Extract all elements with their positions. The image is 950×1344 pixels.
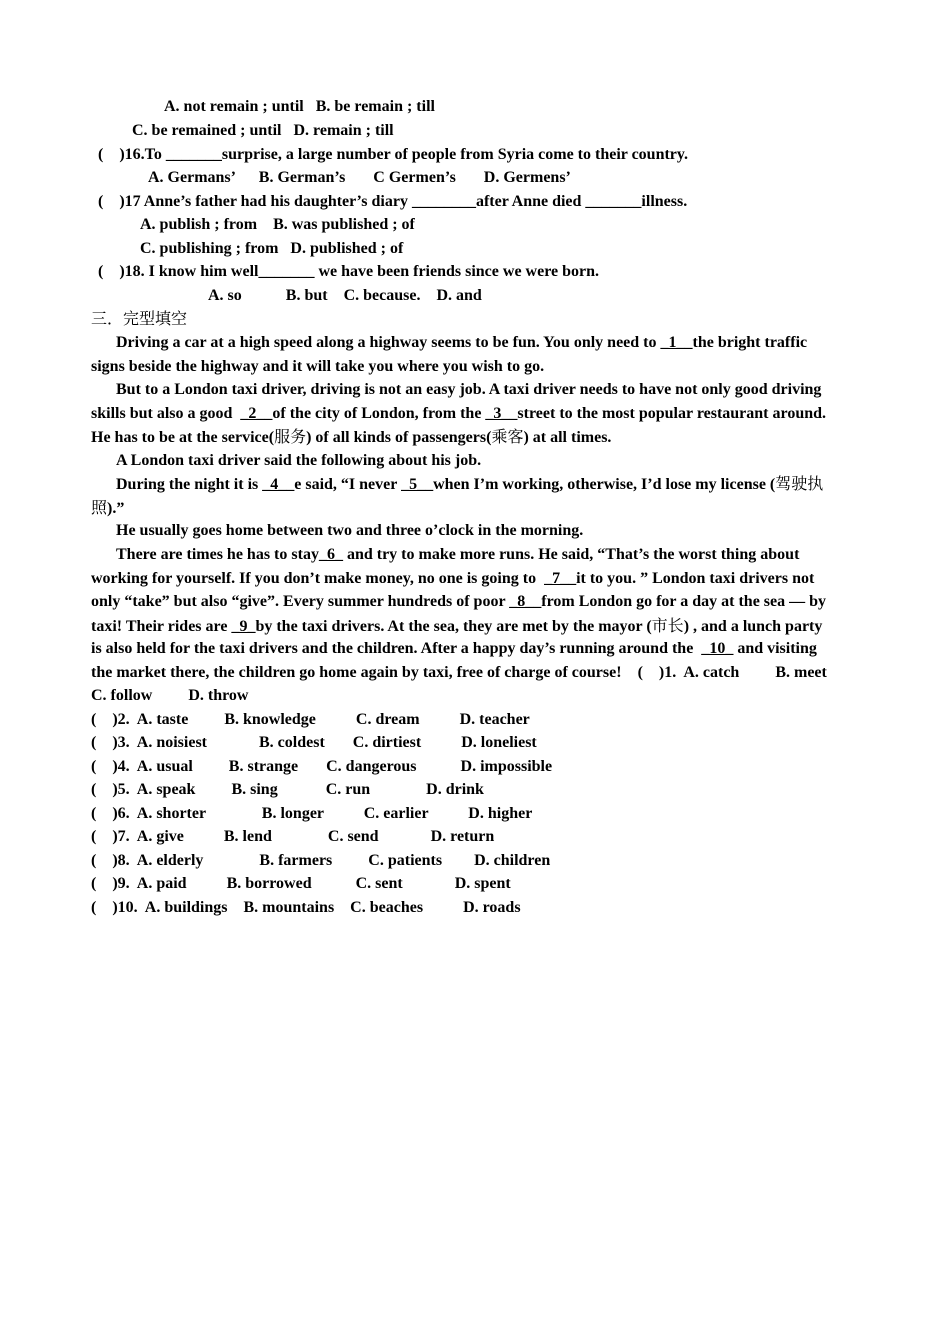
passage-line: working for yourself. If you don’t make money, no one is going to _7__it to you. ” London taxi drivers not	[91, 570, 815, 587]
passage-line: A London taxi driver said the following about his job.	[116, 452, 482, 469]
q16-stem: ( )16.To _______surprise, a large number of people from Syria come to their country.	[98, 146, 689, 163]
cloze-option-7: ( )7. A. give B. lend C. send D. return	[91, 828, 495, 845]
section-title: 三．完型填空	[91, 309, 188, 328]
blank-2: _2__	[240, 405, 273, 422]
passage-line: He has to be at the service(服务) of all kinds of passengers(乘客) at all times.	[91, 427, 612, 446]
cloze-option-6: ( )6. A. shorter B. longer C. earlier D. higher	[91, 805, 533, 822]
passage-line: signs beside the highway and it will take you where you wish to go.	[91, 358, 545, 375]
q17-options-a: A. publish ; from B. was published ; of	[140, 216, 415, 233]
cloze-option-5: ( )5. A. speak B. sing C. run D. drink	[91, 781, 484, 798]
cloze-option-9: ( )9. A. paid B. borrowed C. sent D. spent	[91, 875, 511, 892]
passage-line: the market there, the children go home again by taxi, free of charge of course! ( )1. A. catch B. meet	[91, 664, 827, 681]
passage-line: is also held for the taxi drivers and the children. After a happy day’s running around the _10_ and visiting	[91, 640, 817, 657]
passage-line: C. follow D. throw	[91, 687, 249, 704]
cloze-option-2: ( )2. A. taste B. knowledge C. dream D. teacher	[91, 711, 530, 728]
passage-line: During the night it is _4__e said, “I never _5__when I’m working, otherwise, I’d lose my license (驾驶执	[116, 474, 824, 493]
q15-options-a: A. not remain ; until B. be remain ; till	[164, 98, 435, 115]
blank-8: _8__	[509, 593, 542, 610]
blank-5: _5__	[401, 476, 434, 493]
cloze-option-3: ( )3. A. noisiest B. coldest C. dirtiest D. loneliest	[91, 734, 537, 751]
passage-line: 照).”	[91, 498, 125, 517]
q15-options-b: C. be remained ; until D. remain ; till	[132, 122, 394, 139]
cloze-option-10: ( )10. A. buildings B. mountains C. beaches D. roads	[91, 899, 521, 916]
q18-stem: ( )18. I know him well_______ we have been friends since we were born.	[98, 263, 600, 280]
passage-line: There are times he has to stay_6_ and try to make more runs. He said, “That’s the worst thing about	[116, 546, 800, 563]
passage-line: But to a London taxi driver, driving is not an easy job. A taxi driver needs to have not only good driving	[116, 381, 822, 398]
passage-line: only “take” but also “give”. Every summer hundreds of poor _8__from London go for a day at the sea — by	[91, 593, 827, 610]
passage-line: Driving a car at a high speed along a highway seems to be fun. You only need to _1__the bright traffic	[116, 334, 808, 351]
cloze-option-4: ( )4. A. usual B. strange C. dangerous D. impossible	[91, 758, 553, 775]
passage-line: skills but also a good _2__of the city of London, from the _3__street to the most popular restaurant around.	[91, 405, 827, 422]
blank-3: _3__	[485, 405, 518, 422]
blank-6: _6_	[318, 546, 343, 563]
cloze-option-8: ( )8. A. elderly B. farmers C. patients D. children	[91, 852, 551, 869]
blank-1: _1__	[660, 334, 693, 351]
blank-4: _4__	[262, 476, 295, 493]
blank-9: _9_	[231, 618, 256, 635]
q17-stem: ( )17 Anne’s father had his daughter’s diary ________after Anne died _______illness.	[98, 193, 688, 210]
passage-line: taxi! Their rides are _9_by the taxi drivers. At the sea, they are met by the mayor (市长) , and a lunch party	[91, 616, 823, 635]
blank-7: _7__	[544, 570, 577, 587]
q18-options: A. so B. but C. because. D. and	[208, 287, 482, 304]
passage-line: He usually goes home between two and three o’clock in the morning.	[116, 522, 584, 539]
q17-options-b: C. publishing ; from D. published ; of	[140, 240, 404, 257]
blank-10: _10_	[701, 640, 734, 657]
q16-options: A. Germans’ B. German’s C Germen’s D. Germens’	[148, 169, 571, 186]
